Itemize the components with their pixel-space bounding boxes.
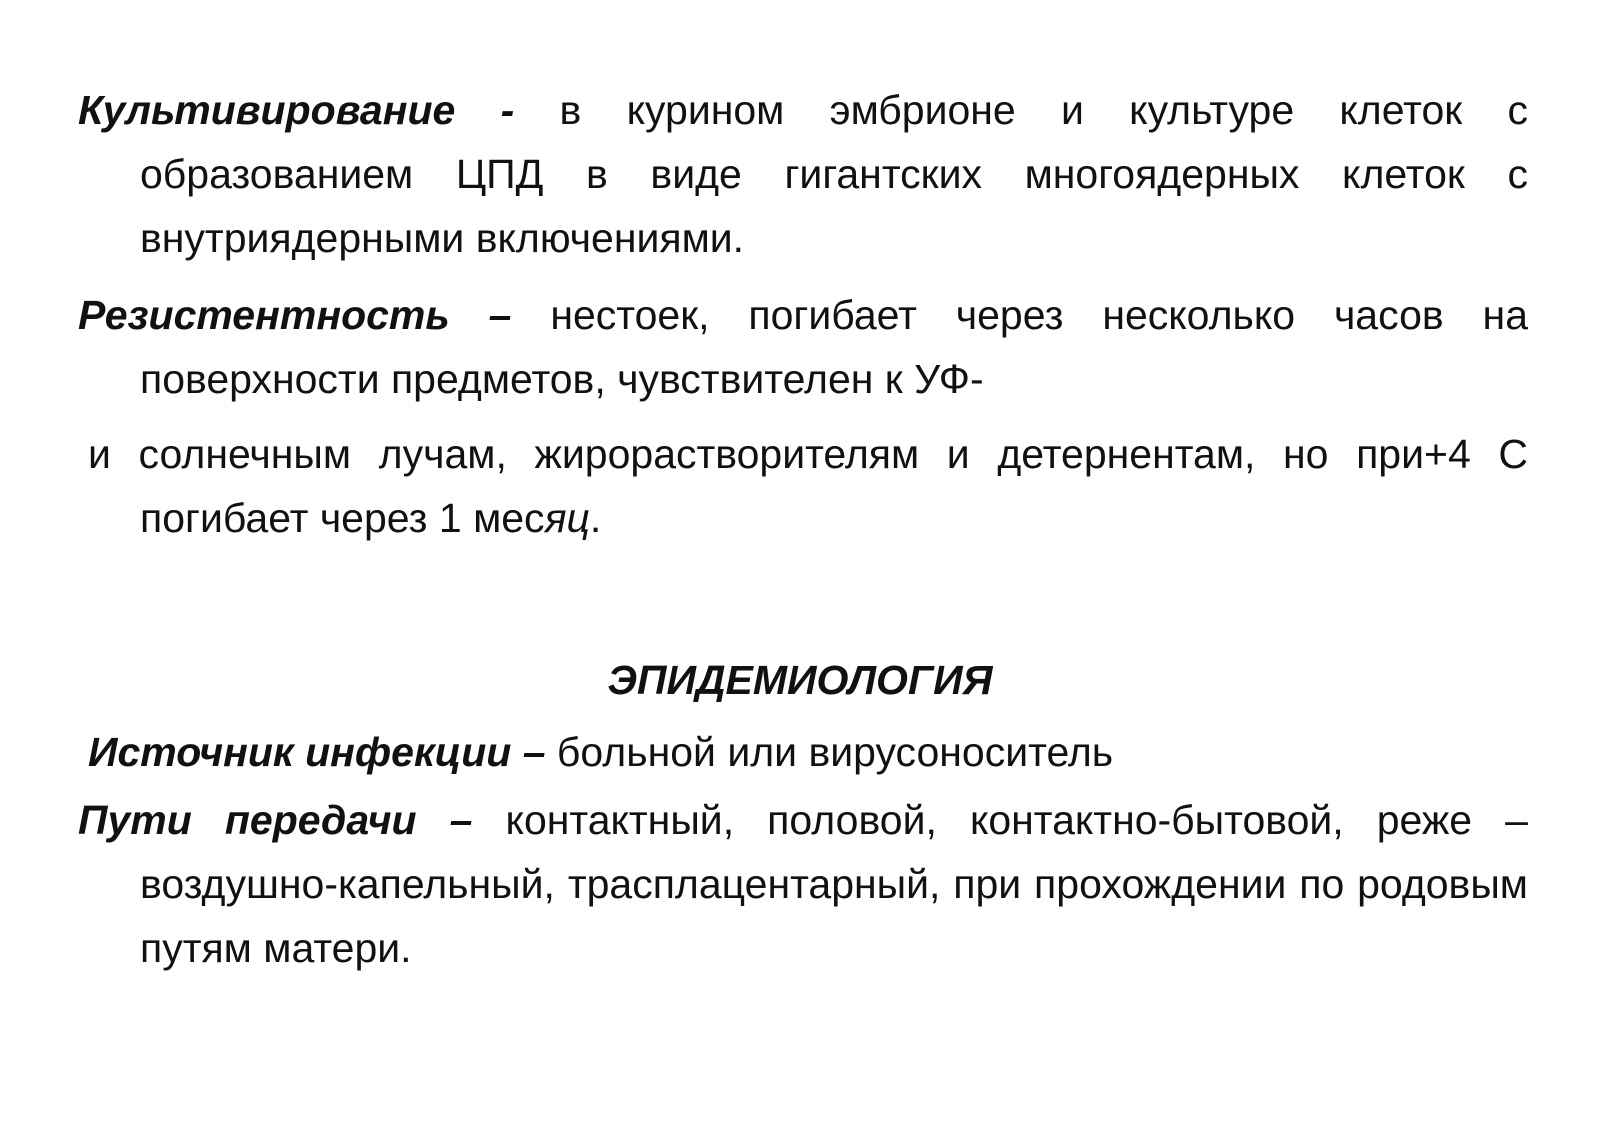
transmission-text: контактный, половой, контактно-бытовой, реже – воздушно-капельный, трасплацентарный, при прохождении по родовым путям матери.	[140, 797, 1528, 971]
source-term: Источник инфекции –	[88, 729, 546, 775]
epidemiology-heading: ЭПИДЕМИОЛОГИЯ	[607, 657, 993, 703]
cultivation-paragraph	[78, 78, 1528, 270]
resistance-continuation-italic: яц	[544, 495, 590, 541]
source-paragraph	[88, 720, 1528, 784]
cultivation-text: в курином эмбрионе и культуре клеток с образованием ЦПД в виде гигантских многоядерных клеток с внутриядерными включениями.	[140, 87, 1529, 261]
transmission-paragraph	[78, 788, 1528, 980]
cultivation-term: Культивирование -	[78, 87, 515, 133]
resistance-text: нестоек, погибает через несколько часов на поверхности предметов, чувствителен к УФ-	[140, 292, 1529, 402]
transmission-term: Пути передачи –	[78, 797, 473, 843]
resistance-paragraph	[78, 283, 1528, 411]
resistance-term: Резистентность –	[78, 292, 512, 338]
resistance-continuation-paragraph	[88, 422, 1528, 550]
resistance-continuation-suffix: .	[589, 495, 602, 541]
source-text: больной или вирусоноситель	[545, 729, 1114, 775]
resistance-continuation-prefix: и солнечным лучам, жирорастворителям и детернентам, но при+4 С погибает через 1 мес	[88, 431, 1528, 541]
